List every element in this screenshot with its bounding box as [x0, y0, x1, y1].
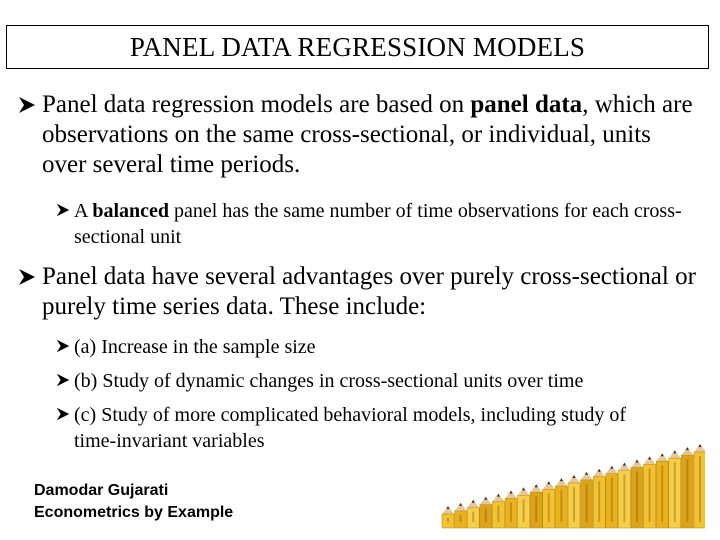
- sub-post: panel has the same number of time observations for each cross-sectional unit: [74, 200, 682, 248]
- pencil-icon: [681, 447, 693, 528]
- pencil-icon: [581, 472, 593, 528]
- pencil-icon: [669, 450, 681, 528]
- bullet-1-sub-1: [56, 198, 706, 250]
- pencil-icon: [543, 481, 555, 528]
- pencil-icon: [467, 500, 479, 528]
- sub-bold: balanced: [92, 200, 170, 222]
- bullet-2-sub-2-text: (b) Study of dynamic changes in cross-sectional units over time: [74, 370, 584, 392]
- arrow-bullet-icon: [56, 402, 74, 454]
- footer-author: Damodar Gujarati: [34, 482, 169, 499]
- bullet-1-bold: panel data: [470, 91, 583, 118]
- pencil-icon: [442, 506, 454, 528]
- pencils-bar-graph-image: [440, 440, 705, 530]
- pencil-icon: [631, 460, 643, 529]
- pencil-icon: [656, 453, 668, 528]
- sub-pre: A: [74, 200, 93, 222]
- arrow-bullet-icon: [18, 90, 42, 180]
- arrow-bullet-icon: [18, 262, 42, 322]
- pencil-icon: [505, 491, 517, 529]
- bullet-1-sub-1-text: [74, 198, 706, 250]
- bullet-2-sub-1-text: (a) Increase in the sample size: [74, 336, 316, 358]
- pencil-icon: [568, 475, 580, 528]
- pencil-icon: [530, 484, 542, 528]
- pencil-icon: [480, 497, 492, 528]
- pencil-icon: [492, 494, 504, 528]
- bullet-1-post: , which are observations on the same cross-sectional, or individual, units over several time periods.: [42, 91, 693, 178]
- arrow-bullet-icon: [56, 198, 74, 250]
- bullet-2-sub-2: [56, 368, 706, 394]
- pencil-icon: [618, 463, 630, 528]
- slide-footer: [34, 480, 233, 524]
- slide-title-box: [6, 25, 709, 69]
- bullet-1-pre: Panel data regression models are based on: [42, 91, 471, 118]
- bullet-2-sub-3-text: (c) Study of more complicated behavioral models, including study of time-invariant variables: [74, 404, 627, 452]
- pencil-icon: [593, 469, 605, 528]
- pencil-icon: [644, 456, 656, 528]
- pencil-icon: [555, 478, 567, 528]
- pencil-icon: [455, 503, 467, 528]
- bullet-2-text: Panel data have several advantages over purely cross-sectional or purely time series data. These include:: [42, 263, 696, 320]
- bullet-2-sub-1: [56, 334, 706, 360]
- slide-title: PANEL DATA REGRESSION MODELS: [129, 31, 586, 62]
- pencil-icon: [518, 487, 530, 528]
- bullet-1: [18, 90, 698, 180]
- arrow-bullet-icon: [56, 334, 74, 360]
- bullet-1-text: [42, 90, 698, 180]
- pencil-icon: [694, 444, 705, 528]
- bullet-2: [18, 262, 698, 322]
- pencil-icon: [606, 466, 618, 528]
- arrow-bullet-icon: [56, 368, 74, 394]
- footer-book: Econometrics by Example: [34, 504, 234, 521]
